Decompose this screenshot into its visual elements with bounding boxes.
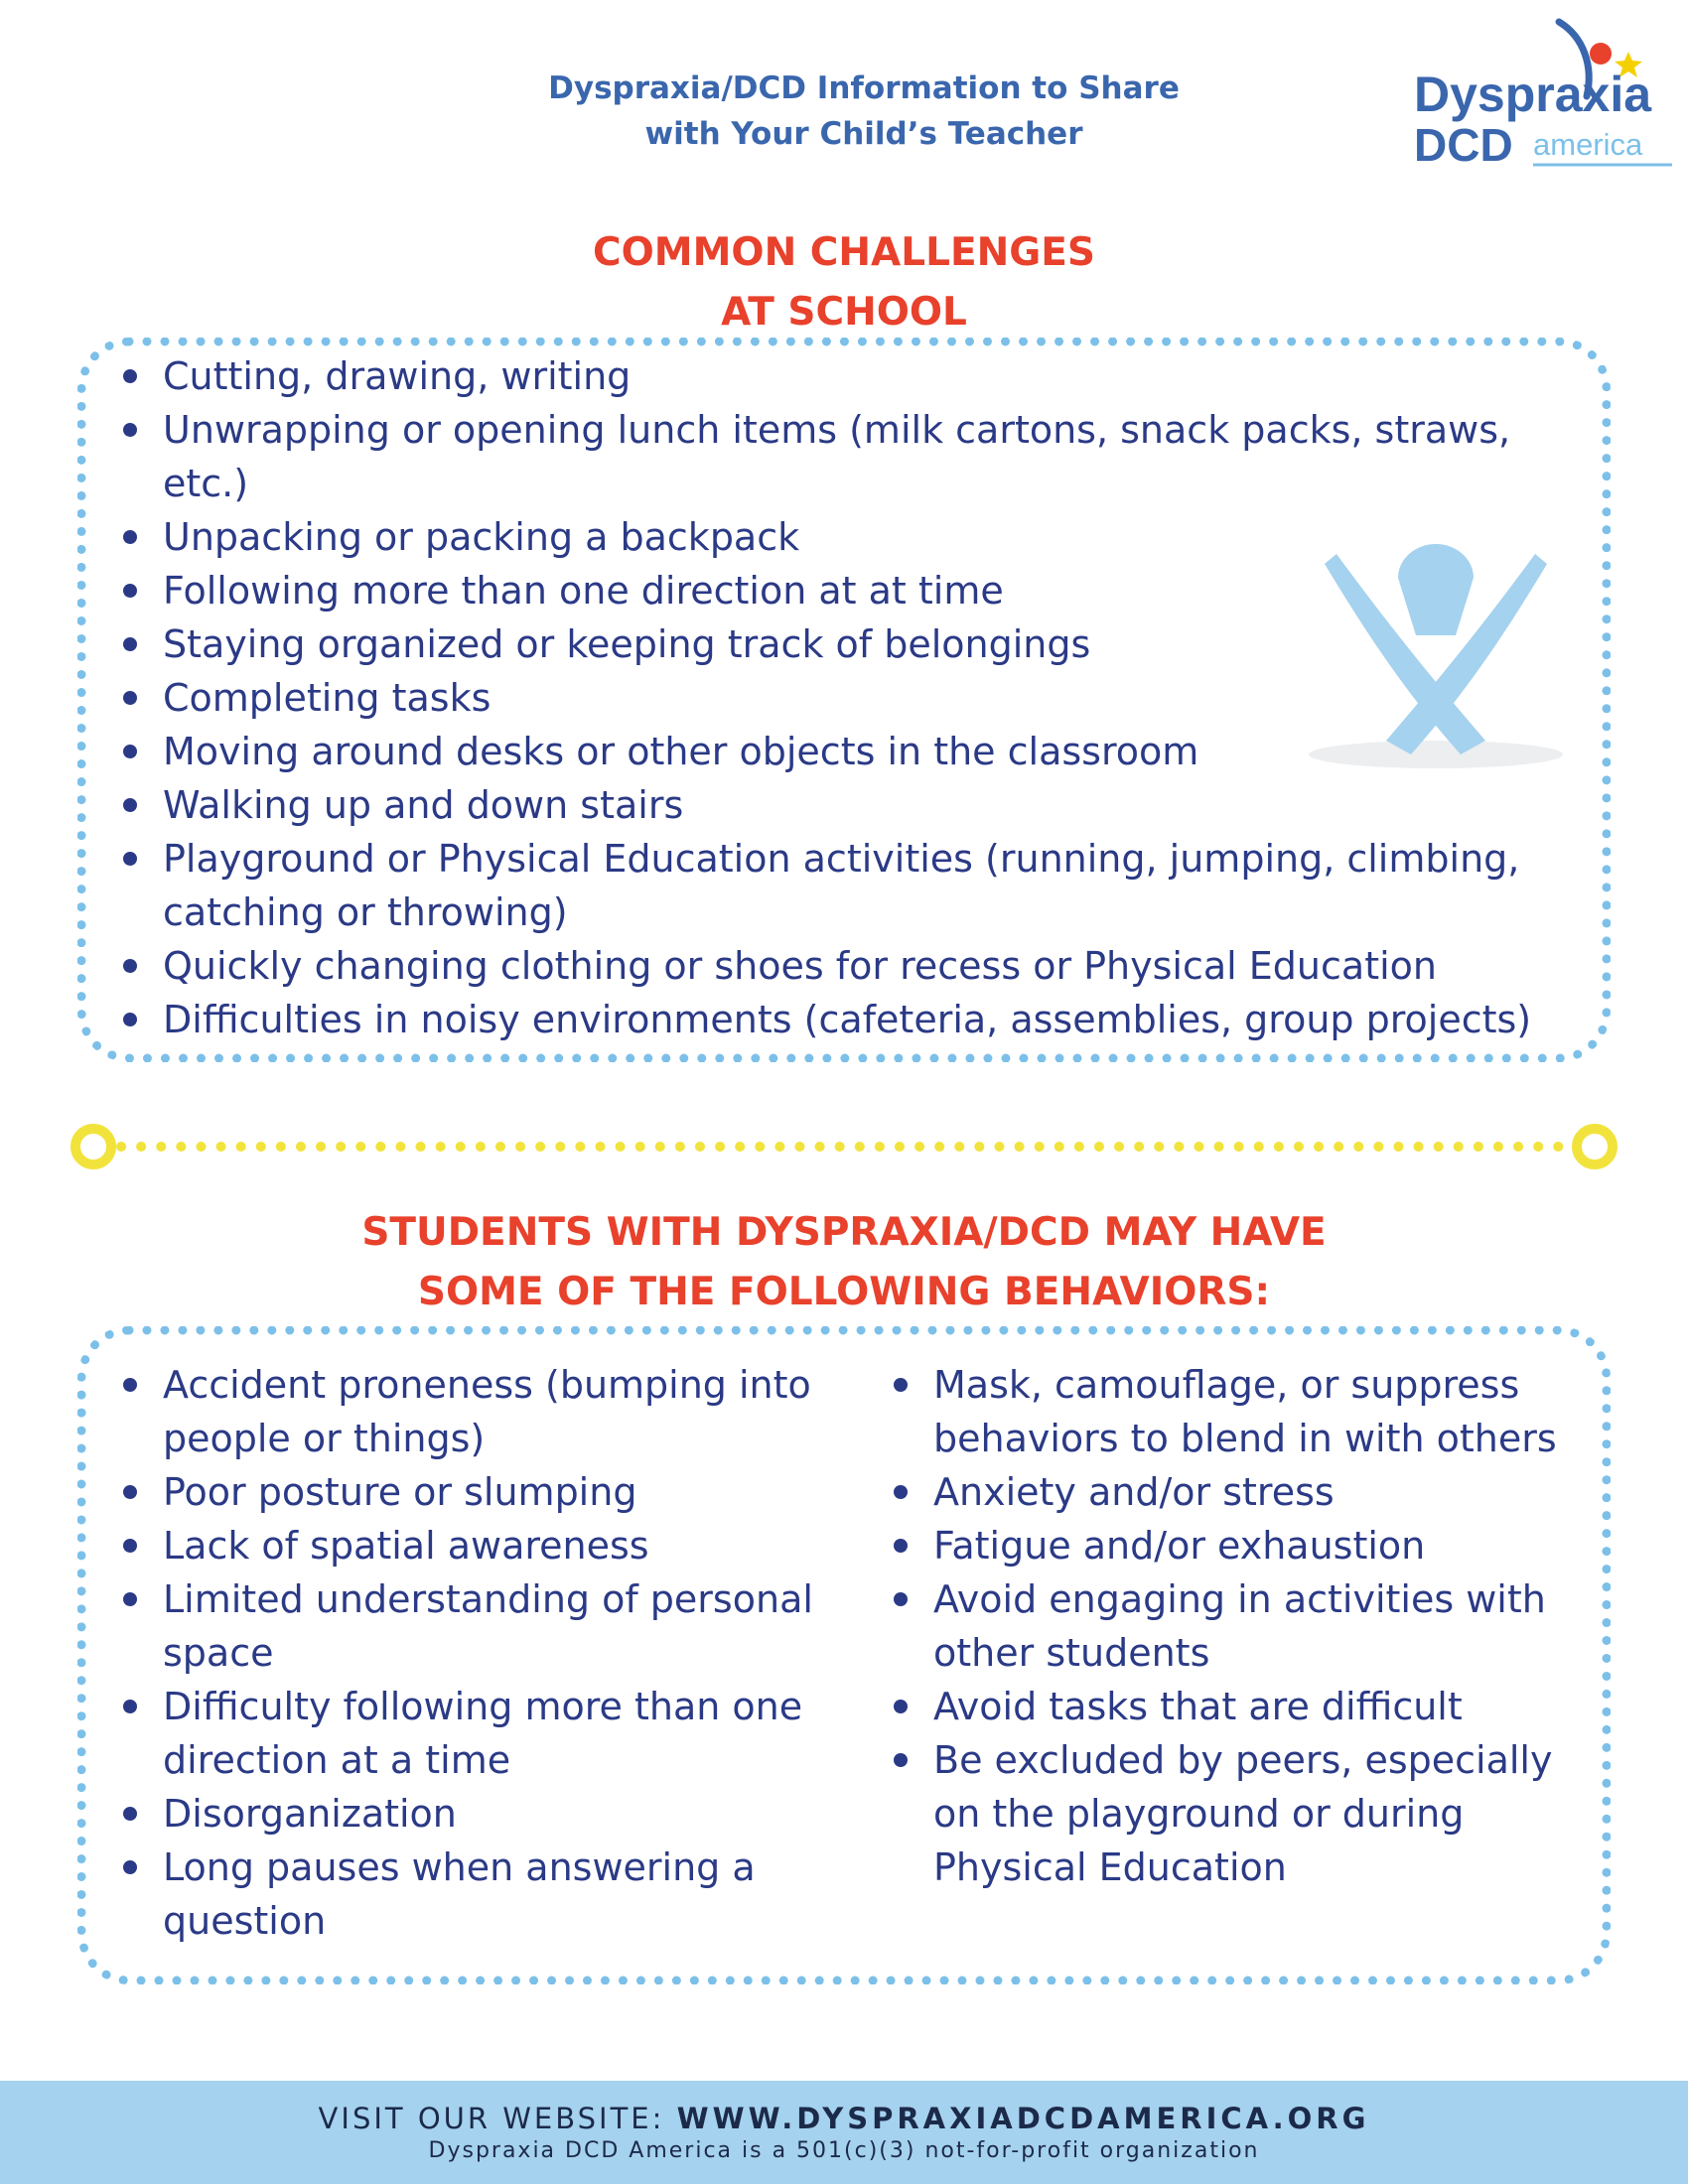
list-item: Long pauses when answering a question: [121, 1841, 876, 1948]
list-item: Avoid tasks that are difficult: [892, 1680, 1587, 1733]
ribbon-center: [1398, 578, 1474, 635]
document-title: [427, 66, 1301, 157]
common-challenges-heading-line2: AT SCHOOL: [721, 290, 967, 335]
list-item: Staying organized or keeping track of belongings: [121, 617, 1571, 671]
website-link[interactable]: WWW.DYSPRAXIADCDAMERICA.ORG: [676, 2102, 1370, 2135]
common-challenges-heading: [149, 223, 1539, 342]
list-item: Difficulties in noisy environments (cafeteria, assemblies, group projects): [121, 993, 1571, 1046]
awareness-ribbon-figure-icon: [1287, 524, 1585, 774]
logo-red-dot-icon: [1590, 43, 1612, 65]
list-item: Disorganization: [121, 1787, 876, 1841]
list-item: Moving around desks or other objects in the classroom: [121, 725, 1571, 778]
list-item: Lack of spatial awareness: [121, 1519, 876, 1572]
list-item: Be excluded by peers, especially on the playground or during Physical Education: [892, 1733, 1587, 1894]
list-item: Limited understanding of personal space: [121, 1572, 876, 1680]
list-item: Completing tasks: [121, 671, 1571, 725]
behaviors-heading: [149, 1203, 1539, 1322]
list-item: Unpacking or packing a backpack: [121, 510, 1571, 564]
behaviors-heading-line1: STUDENTS WITH DYSPRAXIA/DCD MAY HAVE: [361, 1210, 1327, 1255]
list-item: Accident proneness (bumping into people or things): [121, 1358, 876, 1465]
behaviors-list-left: [121, 1358, 876, 1948]
ribbon-head: [1398, 544, 1474, 578]
ribbon-shadow: [1309, 741, 1563, 768]
dyspraxia-dcd-america-logo: [1410, 12, 1678, 171]
footer-website-line: [0, 2081, 1688, 2136]
list-item: Poor posture or slumping: [121, 1465, 876, 1519]
list-item: Playground or Physical Education activities (running, jumping, climbing, catching or throwing): [121, 832, 1571, 939]
list-item: Fatigue and/or exhaustion: [892, 1519, 1587, 1572]
logo-word-america: america: [1533, 127, 1643, 162]
list-item: Anxiety and/or stress: [892, 1465, 1587, 1519]
logo-word-dyspraxia: Dyspraxia: [1414, 67, 1652, 122]
logo-word-dcd: DCD: [1414, 119, 1513, 171]
list-item: Quickly changing clothing or shoes for recess or Physical Education: [121, 939, 1571, 993]
behaviors-heading-line2: SOME OF THE FOLLOWING BEHAVIORS:: [417, 1270, 1271, 1314]
divider-left-ring: [75, 1129, 111, 1164]
divider-right-ring: [1577, 1129, 1613, 1164]
document-title-line2: with Your Child’s Teacher: [644, 116, 1083, 152]
list-item: Unwrapping or opening lunch items (milk cartons, snack packs, straws, etc.): [121, 403, 1571, 510]
list-item: Mask, camouflage, or suppress behaviors to blend in with others: [892, 1358, 1587, 1465]
document-title-line1: Dyspraxia/DCD Information to Share: [548, 70, 1180, 106]
footer-nonprofit-text: Dyspraxia DCD America is a 501(c)(3) not-for-profit organization: [428, 2138, 1260, 2163]
dotted-divider: [60, 1119, 1628, 1174]
behaviors-list-right: [892, 1358, 1587, 1894]
footer-visit-label: VISIT OUR WEBSITE:: [318, 2102, 665, 2135]
common-challenges-heading-line1: COMMON CHALLENGES: [593, 230, 1095, 275]
list-item: Difficulty following more than one direction at a time: [121, 1680, 876, 1787]
list-item: Following more than one direction at at time: [121, 564, 1571, 617]
list-item: Avoid engaging in activities with other students: [892, 1572, 1587, 1680]
list-item: Walking up and down stairs: [121, 778, 1571, 832]
footer-banner: [0, 2081, 1688, 2184]
list-item: Cutting, drawing, writing: [121, 349, 1571, 403]
